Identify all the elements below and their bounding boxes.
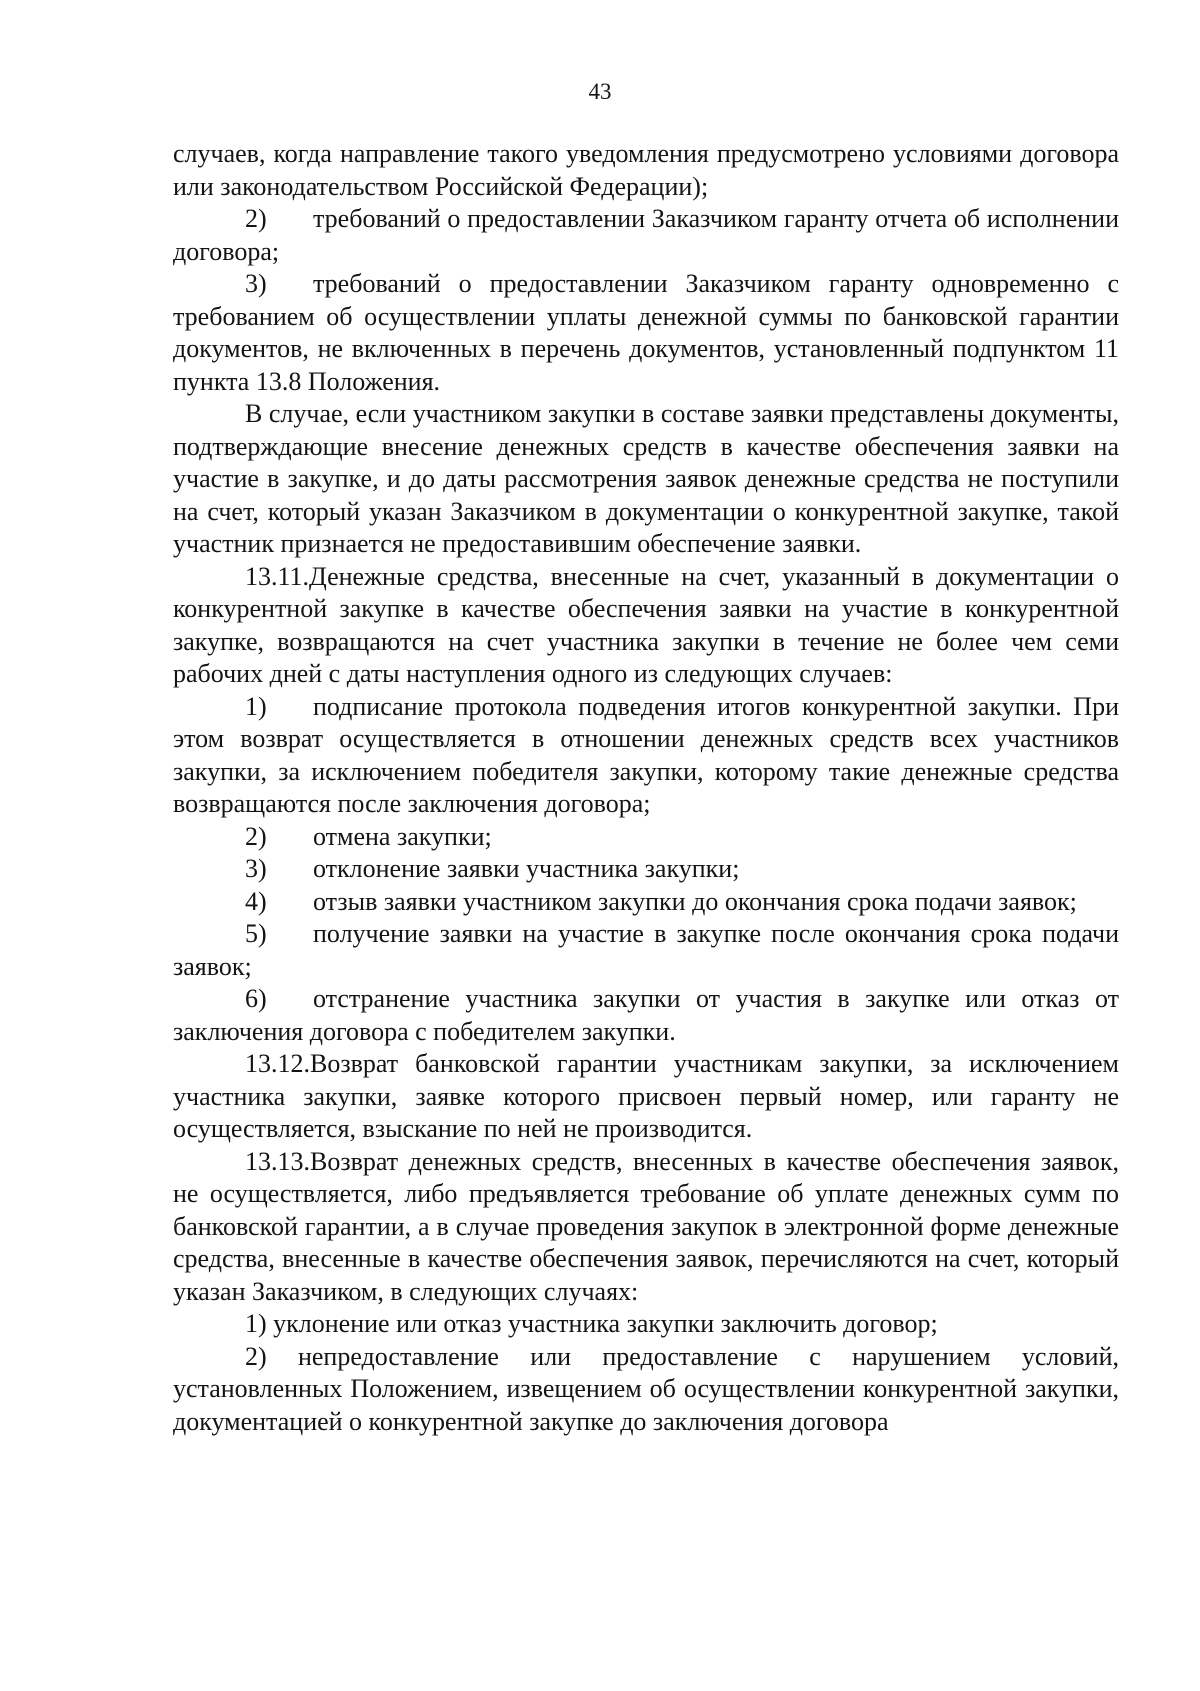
paragraph-text: 13.13.Возврат денежных средств, внесенных в качестве обеспечения заявок, не осуществляется, либо предъявляется требование об уплате денежных сумм по банковской гарантии, а в случае проведения закупок в электронной форме денежные средства, внесенные в качестве обеспечения заявок, перечисляются на счет, который указан Заказчиком, в следующих случаях: (173, 1146, 1119, 1306)
item-number: 1) (245, 691, 267, 721)
section-13-13 (173, 1146, 1119, 1309)
item-number: 6) (245, 984, 267, 1013)
list-item (173, 203, 1119, 268)
list-item (173, 918, 1119, 983)
item-text: подписание протокола подведения итогов конкурентной закупки. При этом возврат осуществляется в отношении денежных средств всех участников закупки, за исключением победителя закупки, которому такие денежные средства возвращаются после заключения договора; (173, 691, 1119, 818)
item-text: требований о предоставлении Заказчиком гаранту одновременно с требованием об осуществлении уплаты денежной суммы по банковской гарантии документов, не включенных в перечень документов, установленный подпунктом 11 пункта 13.8 Положения. (173, 269, 1119, 396)
item-text: отзыв заявки участником закупки до окончания срока подачи заявок; (313, 886, 1077, 916)
section-13-11 (173, 561, 1119, 691)
document-body (173, 138, 1119, 1438)
item-number: 2) (245, 204, 267, 233)
item-number: 3) (245, 854, 267, 883)
item-text: получение заявки на участие в закупке после окончания срока подачи заявок; (173, 919, 1119, 981)
item-text: отмена закупки; (313, 821, 492, 851)
item-text: 2) непредоставление или предоставление с нарушением условий, установленных Положением, извещением об осуществлении конкурентной закупки, документацией о конкурентной закупке до заключения договора (173, 1341, 1119, 1436)
list-item (173, 821, 1119, 854)
item-number: 4) (245, 886, 267, 916)
item-text: отклонение заявки участника закупки; (313, 854, 740, 883)
item-text: требований о предоставлении Заказчиком гаранту отчета об исполнении договора; (173, 204, 1119, 266)
list-item (173, 886, 1119, 919)
paragraph-text: 13.12.Возврат банковской гарантии участникам закупки, за исключением участника закупки, заявке которого присвоен первый номер, или гаранту не осуществляется, взыскание по ней не производится. (173, 1049, 1119, 1143)
list-item (173, 268, 1119, 398)
item-number: 2) (245, 821, 267, 851)
list-item (173, 1341, 1119, 1439)
paragraph (173, 398, 1119, 561)
list-item (173, 853, 1119, 886)
list-item (173, 983, 1119, 1048)
item-text: отстранение участника закупки от участия в закупке или отказ от заключения договора с победителем закупки. (173, 984, 1119, 1046)
paragraph (173, 138, 1119, 203)
item-number: 5) (245, 919, 267, 948)
paragraph-text: случаев, когда направление такого уведомления предусмотрено условиями договора или законодательством Российской Федерации); (173, 139, 1119, 201)
page-number: 43 (588, 79, 612, 104)
list-item (173, 691, 1119, 821)
paragraph-text: В случае, если участником закупки в составе заявки представлены документы, подтверждающие внесение денежных средств в качестве обеспечения заявки на участие в закупке, и до даты рассмотрения заявок денежные средства не поступили на счет, который указан Заказчиком в документации о конкурентной закупке, такой участник признается не предоставившим обеспечение заявки. (173, 399, 1119, 558)
paragraph-text: 13.11.Денежные средства, внесенные на счет, указанный в документации о конкурентной закупке в качестве обеспечения заявки на участие в конкурентной закупке, возвращаются на счет участника закупки в течение не более чем семи рабочих дней с даты наступления одного из следующих случаев: (173, 561, 1119, 688)
item-text: 1) уклонение или отказ участника закупки заключить договор; (245, 1309, 938, 1338)
item-number: 3) (245, 269, 267, 298)
list-item (173, 1308, 1119, 1341)
section-13-12 (173, 1048, 1119, 1146)
